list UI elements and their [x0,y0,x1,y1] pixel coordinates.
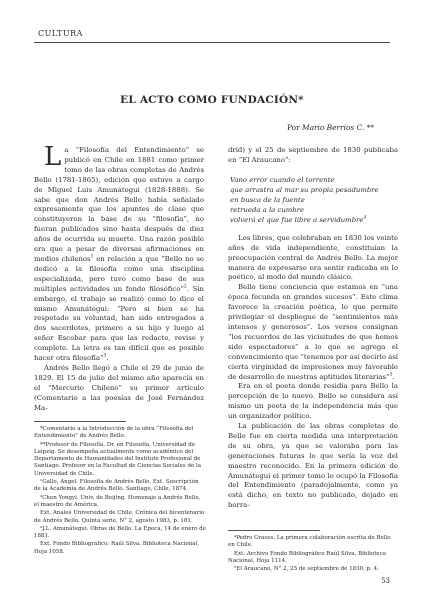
author-name: Mario Berrios C. ** [302,123,374,132]
verse-line: en busca de la fuente [230,195,305,204]
footnote-ref-5: 5 [389,372,393,378]
header-rule [34,42,390,43]
verse-line: retrueda a la cumbre [230,205,305,214]
paragraph-1-text-c: . Sin embargo, el trabajo se realizó como lo dice el mismo Amunátegui: “Pero si bien se ha respetado su voluntad, han sido entregados a dos sacerdotes, primero a su hijo y luego al señor Escobar para que las redacte, revise y complete. La letra es tan difícil que es posible hacer otra filosofía” [34,284,204,363]
section-label: CULTURA [38,29,83,38]
footnote-ref-2: 2 [183,284,187,290]
footnote: ¹Gallo, Ángel. Filosofía de Andrés Bello. Ext. Suscripción de la Academia de Andrés Bello. Santiago, Chile, 1874. [34,479,199,493]
paragraph-1-text-b: en relación a que “Bello no se dedicó a la filosofía como una disciplina especializada, pero tuvo como base de sus múltiples actividades un fondo filosófico” [34,254,204,293]
footnote: **Profesor de Filosofía. Dr. en Filosofía, Universidad de Leipzig. Se desempeña actualmente como académico del Departamento de Humanidades del Instituto Profesional de Santiago. Profesor en la Facultad de Ciencias Sociales de la Universidad de Chile. [34,441,202,477]
paragraph-1-text-d: . [106,354,109,363]
footnote: Ext. Anales Universidad de Chile. Crónica del bicentenario de Andrés Bello. Quinta serie, N° 2, agosto 1983, p. 181. [34,510,205,524]
footnote: ²Chen Yongyi. Univ. de Beijing. Homenaje a Andrés Bello, el maestro de América. [34,494,201,508]
verse-line: que arrastra al mar su propia pesadumbre [230,185,379,194]
footnote-rule [34,421,126,422]
paragraph-r0: drid) y el 25 de septiembre de 1830 publicaba en “El Araucano”: [228,146,398,164]
footnote-ref-4: 4 [363,215,367,221]
verse-line-last [230,215,398,225]
paragraph-r4: La publicación de las obras completas de Bello fue en cierta medida una interpretación de su obra, ya que se valoraba para las generaciones futuras lo que sería la voz del maestro reconocido. En la primera edición de Amunátegui el primer tomo lo ocupó la Filosofía del Entendimiento (paradojalmente, como ya está dicho, en texto no publicado, dejado en borra- [228,422,398,510]
footnote: ⁵El Araucano, N° 2, 25 de septiembre de 1830, p. 4. [234,566,379,573]
paragraph-1 [34,142,204,364]
verse-block [230,175,398,225]
footnotes-right [228,530,398,574]
right-column [228,146,398,511]
paragraph-r2-text-b: . [392,372,395,381]
paragraph-r3: Era en el poeta donde residía para Bello la percepción de lo nuevo. Bello se considera así mismo un poeta de la independencia más que un organizador político. [228,382,398,421]
paragraph-r2-text: Bello tiene conciencia que estamos en “una época fecunda en grandes sucesos”. Este clima favorece la creación poética, lo que permite privilegiar el despliegue de “sentimientos más intensos y generosos”. Los versos consignan “los recuerdos de las vicisitudes de que hemos sido espectadores” a lo que se agrega el convencimiento que “tenemos por así decirlo así cierta virginidad de impresiones muy favorable de desarrollo de nuestras aptitudes literarias” [228,283,399,381]
paragraph-r2 [228,283,398,382]
footnote: Ext. Fondo Bibliográfico: Raúl Silva. Biblioteca Nacional, Hoja 1058. [34,541,200,555]
footnote-ref-1: 1 [90,254,94,260]
drop-cap: L [44,142,62,172]
paragraph-r1: Los libres, que celebraban en 1830 los veinte años de vida independiente, constituían la preocupación central de Andrés Bello. La mejor manera de expresarse era sentir radicaba en lo poético, al modo del mundo clásico. [228,233,398,282]
paragraph-2: Andrés Bello llegó a Chile el 29 de junio de 1829. El 15 de julio del mismo año aparecía en el “Mercurio Chileno” su primer artículo (Comentario a las poesías de José Fernández Ma- [34,363,204,412]
verse-line-text: volverá el que fue libre a servidumbre [230,215,364,224]
verse-line: Vano error cuando el torrente [230,175,335,184]
left-column [34,142,204,413]
article-title: EL ACTO COMO FUNDACIÓN* [120,94,304,106]
author-prefix: Por [287,123,303,132]
footnotes-left [34,421,206,557]
footnote: ⁴Pedro Grases. La primera colaboración escrita de Bello en Chile. [228,535,391,549]
footnote-ref-3: 3 [103,353,107,359]
footnote: *Comentario a la Introducción de la obra “Filosofía del Entendimiento” de Andrés Bello. [34,426,194,440]
author-line [287,123,374,132]
footnote-rule [228,530,320,531]
footnote: ³J.L. Amunátegui. Obras de Bello. La Época, 14 de enero de 1881. [34,525,206,540]
footnote: Ext. Archivo Fondo Bibliográfico Raúl Silva. Biblioteca Nacional, Hoja 1114. [228,550,387,564]
paragraph-1-text: a “Filosofía del Entendimiento” se publicó en Chile en 1881 como primer tomo de las obras completas de Andrés Bello (1781-1865), edición que estuvo a cargo de Miguel Luis Amunátegui (1828-1888). Se sabe que don Andrés Bello había señalado expresamente que los apuntes de clase que constituyeron la base de su “filosofía”, no fueran publicados sino hasta después de diez años de ocurrida su muerte. Una razón posible era que a pesar de diversas afirmaciones en medios chilenos [34,146,204,263]
page-number: 53 [381,577,390,585]
